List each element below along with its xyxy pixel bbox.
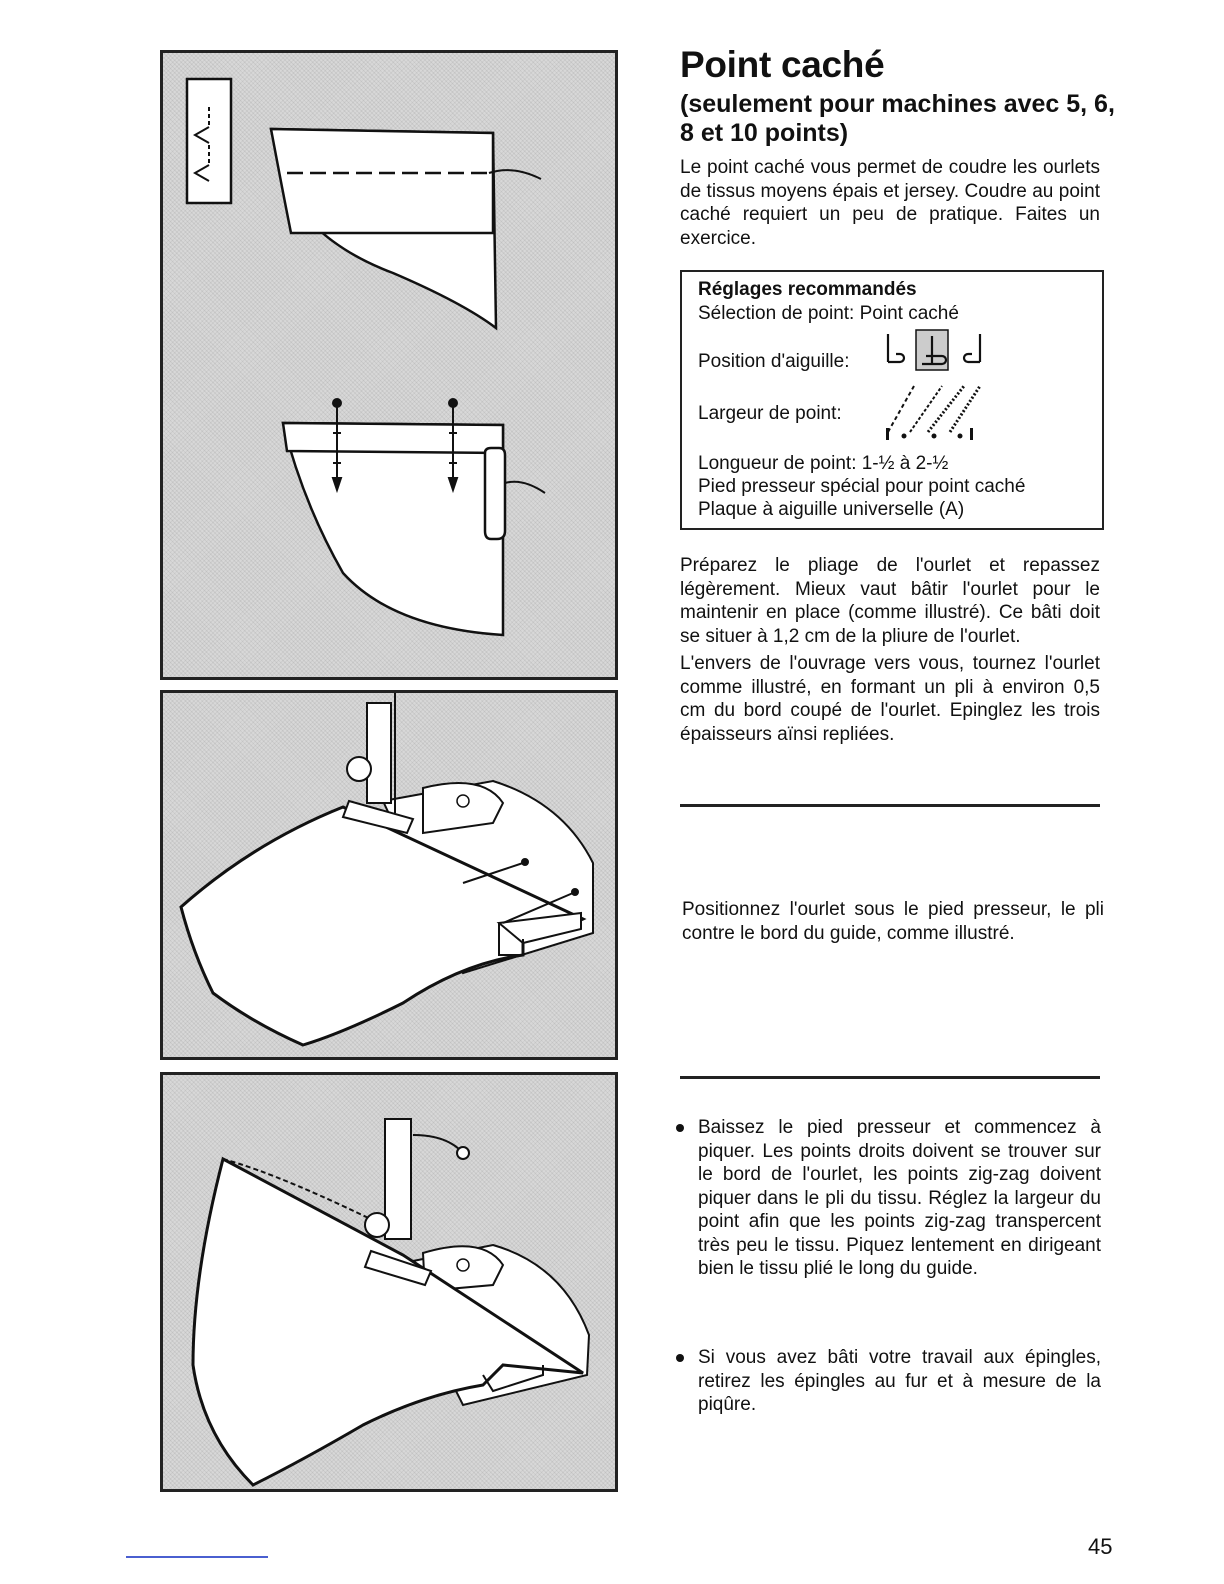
fabric-basted-hem	[271, 129, 541, 328]
needle-plate-setting: Plaque à aiguille universelle (A)	[698, 499, 965, 520]
stitch-selection: Sélection de point: Point caché	[698, 303, 959, 324]
section-divider	[680, 1076, 1100, 1079]
turn-hem-paragraph: L'envers de l'ouvrage vers vous, tournez l'ourlet comme illustré, en formant un pli à environ 0,5 cm du bord coupé de l'ourlet. Epinglez les trois épaisseurs aïnsi repliées.	[680, 653, 1100, 745]
stitch-width-label: Largeur de point:	[698, 403, 842, 424]
blind-stitch-symbol	[187, 79, 231, 203]
settings-heading: Réglages recommandés	[698, 279, 917, 300]
needle-position-icon	[882, 328, 992, 374]
bullet-text: Baissez le pied presseur et commencez à piquer. Les points droits doivent se trouver sur le bord de l'ourlet, les points zig-zag doivent piquer dans le pli du tissu. Réglez la largeur du point afin que les points zig-zag transpercent très peu le tissu. Piquez lentement en dirigeant bien le tissu plié le long du guide.	[698, 1117, 1101, 1279]
fabric-pinned-hem	[283, 423, 545, 635]
page-number: 45	[1088, 1534, 1113, 1559]
illustration-sewing-blind-hem	[160, 1072, 618, 1492]
bullet-dot	[676, 1354, 684, 1362]
bullet-text: Si vous avez bâti votre travail aux épingles, retirez les épingles au fur et à mesure de la piqûre.	[698, 1347, 1101, 1415]
bullet-item	[676, 1116, 1101, 1281]
recommended-settings-box	[680, 270, 1104, 530]
illustration-positioning-hem	[160, 690, 618, 1060]
page-subtitle: (seulement pour machines avec 5, 6, 8 et 10 points)	[680, 90, 1115, 147]
bullet-item	[676, 1346, 1101, 1417]
page-title: Point caché	[680, 44, 885, 85]
needle-position-label: Position d'aiguille:	[698, 351, 850, 372]
intro-paragraph: Le point caché vous permet de coudre les ourlets de tissus moyens épais et jersey. Coudre au point caché requiert un peu de pratique. Faites un exercice.	[680, 157, 1100, 249]
position-hem-paragraph: Positionnez l'ourlet sous le pied presseur, le pli contre le bord du guide, comme illustré.	[682, 899, 1104, 944]
stitch-length: Longueur de point: 1-½ à 2-½	[698, 453, 949, 474]
footer-link-underline	[126, 1556, 268, 1558]
bullet-dot	[676, 1124, 684, 1132]
presser-foot-setting: Pied presseur spécial pour point caché	[698, 476, 1026, 497]
prepare-hem-paragraph: Préparez le pliage de l'ourlet et repassez légèrement. Mieux vaut bâtir l'ourlet pour le maintenir en place (comme illustré). Ce bâti doit se situer à 1,2 cm de la pliure de l'ourlet.	[680, 555, 1100, 647]
illustration-hem-preparation	[160, 50, 618, 680]
stitch-width-icon	[880, 380, 990, 444]
section-divider	[680, 804, 1100, 807]
